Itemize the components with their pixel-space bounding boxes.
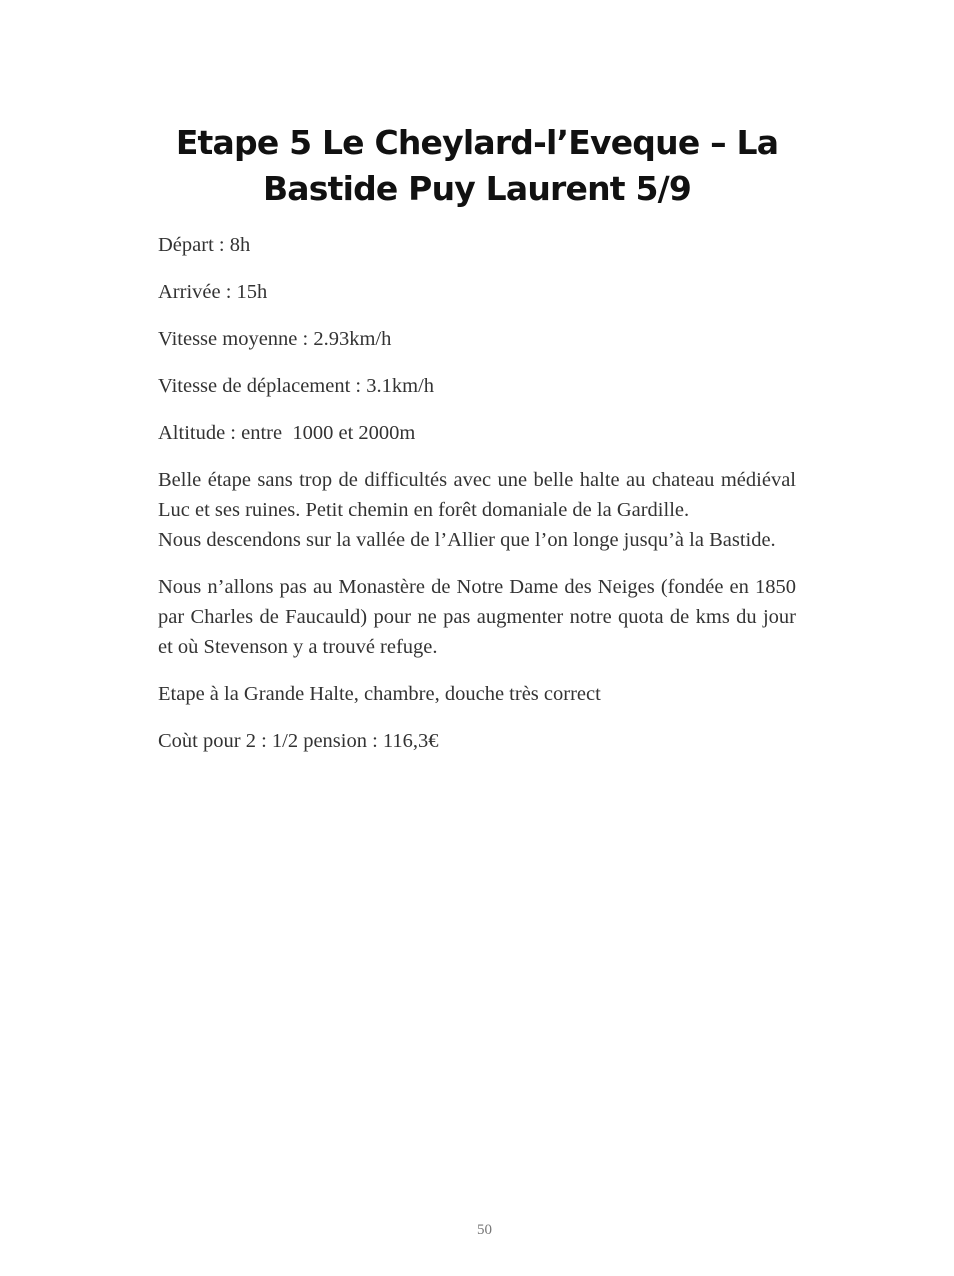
stat-arrivee: Arrivée : 15h — [158, 281, 268, 303]
stat-altitude: Altitude : entre 1000 et 2000m — [158, 422, 416, 444]
paragraph-etape — [158, 465, 796, 555]
stat-depart: Départ : 8h — [158, 234, 251, 256]
page-number: 50 — [477, 1222, 492, 1238]
paragraph-cout: Coùt pour 2 : 1/2 pension : 116,3€ — [158, 730, 439, 752]
page-title — [150, 120, 804, 212]
title-line-1: Etape 5 Le Cheylard-l’Eveque – La — [175, 123, 779, 162]
document-body — [158, 230, 796, 773]
paragraph-etape-line-2: Nous descendons sur la vallée de l’Allier que l’on longe jusqu’à la Bastide. — [158, 529, 776, 551]
stat-vitesse-moyenne: Vitesse moyenne : 2.93km/h — [158, 328, 392, 350]
title-line-2: Bastide Puy Laurent 5/9 — [262, 169, 692, 208]
paragraph-monastere: Nous n’allons pas au Monastère de Notre Dame des Neiges (fondée en 1850 par Charles de Faucauld) pour ne pas augmenter notre quota de kms du jour et où Stevenson y a trouvé refuge. — [158, 576, 796, 658]
paragraph-hebergement: Etape à la Grande Halte, chambre, douche très correct — [158, 683, 601, 705]
stat-vitesse-deplacement: Vitesse de déplacement : 3.1km/h — [158, 375, 435, 397]
paragraph-etape-line-1: Belle étape sans trop de difficultés avec une belle halte au chateau médiéval Luc et ses ruines. Petit chemin en forêt domaniale de la Gardille. — [158, 469, 796, 521]
